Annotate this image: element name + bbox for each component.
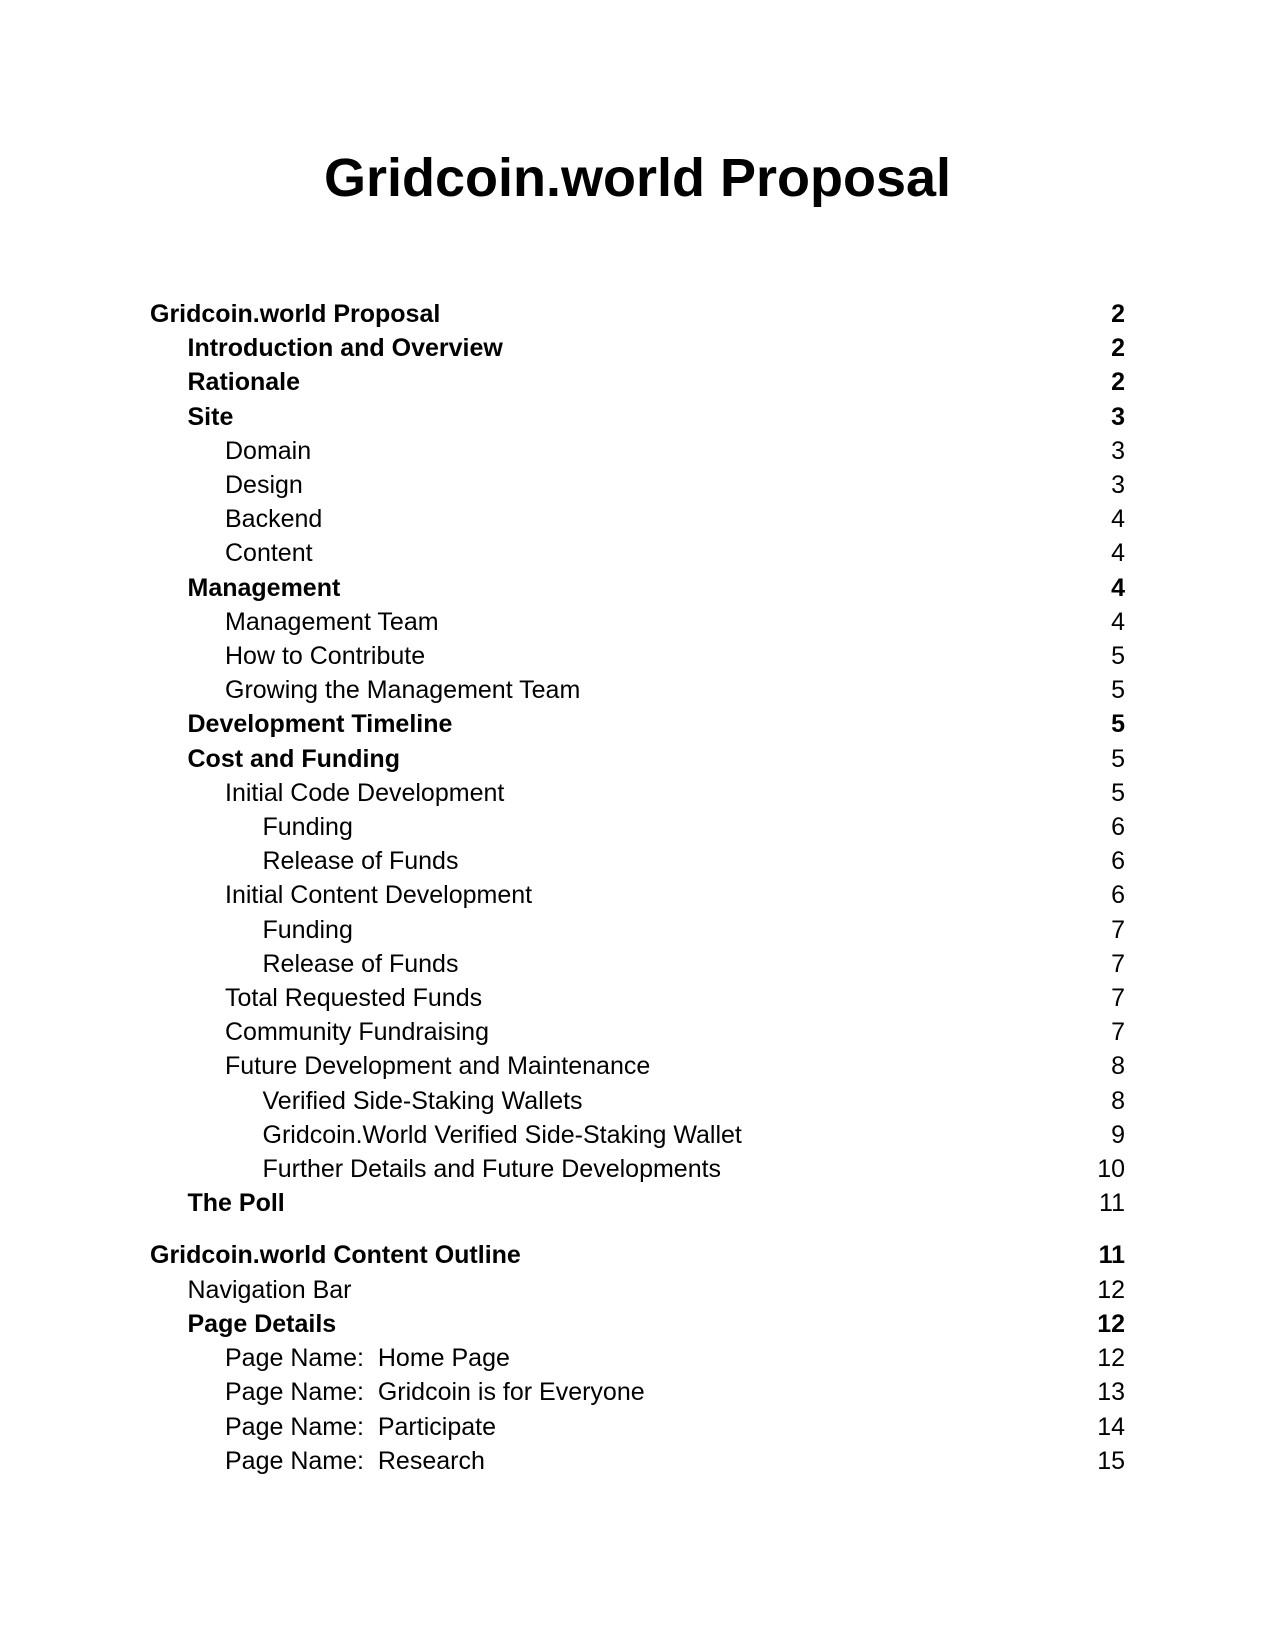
toc-entry-page-number: 2 — [1111, 334, 1125, 363]
toc-entry-page-number: 12 — [1097, 1309, 1125, 1338]
toc-entry-page-number: 8 — [1111, 1052, 1125, 1081]
toc-entry-label: Future Development and Maintenance — [225, 1052, 651, 1081]
toc-entry-page-number: 11 — [1099, 1189, 1125, 1218]
toc-entry-label: Content — [225, 539, 313, 568]
toc-entry-label: Gridcoin.world Content Outline — [150, 1241, 521, 1270]
toc-entry-label: Page Details — [187, 1309, 337, 1338]
toc-entry-page-number: 7 — [1111, 984, 1125, 1013]
toc-entry[interactable] — [150, 1444, 1125, 1478]
toc-entry[interactable] — [150, 913, 1125, 947]
toc-entry[interactable] — [150, 878, 1125, 912]
toc-entry-label: Community Fundraising — [225, 1018, 489, 1047]
toc-entry-label: Site — [187, 402, 234, 431]
toc-entry-label: Development Timeline — [187, 710, 453, 739]
toc-entry[interactable] — [150, 605, 1125, 639]
toc-entry-page-number: 13 — [1097, 1378, 1125, 1407]
toc-entry[interactable] — [150, 673, 1125, 707]
toc-entry-page-number: 4 — [1111, 539, 1125, 568]
toc-entry-page-number: 7 — [1111, 915, 1125, 944]
toc-entry[interactable] — [150, 1084, 1125, 1118]
toc-entry-label: Funding — [262, 813, 353, 842]
toc-entry-page-number: 6 — [1111, 881, 1125, 910]
toc-entry[interactable] — [150, 1307, 1125, 1341]
toc-entry[interactable] — [150, 434, 1125, 468]
toc-entry[interactable] — [150, 1273, 1125, 1307]
toc-entry[interactable] — [150, 947, 1125, 981]
toc-entry-page-number: 5 — [1111, 676, 1125, 705]
toc-entry[interactable] — [150, 1186, 1125, 1220]
toc-entry-label: Page Name: Research — [225, 1446, 485, 1475]
toc-entry[interactable] — [150, 1118, 1125, 1152]
toc-entry-label: Rationale — [187, 368, 301, 397]
toc-entry[interactable] — [150, 502, 1125, 536]
toc-entry-label: Growing the Management Team — [225, 676, 581, 705]
table-of-contents — [0, 297, 1275, 1478]
toc-entry[interactable] — [150, 1341, 1125, 1375]
toc-entry-page-number: 7 — [1111, 949, 1125, 978]
toc-entry-page-number: 7 — [1111, 1018, 1125, 1047]
toc-entry[interactable] — [150, 1375, 1125, 1409]
document-title: Gridcoin.world Proposal — [323, 148, 952, 208]
toc-entry-label: Initial Code Development — [225, 778, 505, 807]
toc-entry-page-number: 5 — [1111, 642, 1125, 671]
toc-entry-label: Design — [225, 471, 303, 500]
toc-entry[interactable] — [150, 1049, 1125, 1083]
toc-entry-page-number: 6 — [1111, 847, 1125, 876]
toc-entry-label: Cost and Funding — [187, 744, 400, 773]
toc-entry-page-number: 6 — [1111, 813, 1125, 842]
toc-entry-page-number: 12 — [1097, 1344, 1125, 1373]
toc-entry[interactable] — [150, 1015, 1125, 1049]
toc-entry-label: Backend — [225, 505, 323, 534]
toc-entry-page-number: 12 — [1097, 1275, 1125, 1304]
toc-entry[interactable] — [150, 742, 1125, 776]
toc-entry-label: Management Team — [225, 607, 439, 636]
toc-entry[interactable] — [150, 297, 1125, 331]
toc-entry[interactable] — [150, 810, 1125, 844]
toc-entry-label: Introduction and Overview — [187, 334, 503, 363]
toc-entry-label: Initial Content Development — [225, 881, 533, 910]
toc-entry-label: Verified Side-Staking Wallets — [262, 1086, 583, 1115]
toc-entry[interactable] — [150, 571, 1125, 605]
toc-entry[interactable] — [150, 468, 1125, 502]
toc-entry-page-number: 4 — [1111, 573, 1125, 602]
toc-entry[interactable] — [150, 536, 1125, 570]
toc-entry-page-number: 9 — [1111, 1120, 1125, 1149]
toc-entry-page-number: 3 — [1111, 471, 1125, 500]
toc-entry-label: Gridcoin.World Verified Side-Staking Wallet — [262, 1120, 742, 1149]
toc-entry-label: Release of Funds — [262, 949, 459, 978]
toc-entry-page-number: 11 — [1098, 1241, 1125, 1270]
toc-entry[interactable] — [150, 844, 1125, 878]
toc-entry-label: Navigation Bar — [187, 1275, 352, 1304]
toc-entry[interactable] — [150, 776, 1125, 810]
toc-entry[interactable] — [150, 981, 1125, 1015]
toc-entry-label: Page Name: Gridcoin is for Everyone — [225, 1378, 645, 1407]
toc-entry-label: Management — [187, 573, 341, 602]
toc-entry-page-number: 15 — [1097, 1446, 1125, 1475]
toc-entry-label: The Poll — [187, 1189, 285, 1218]
toc-entry[interactable] — [150, 707, 1125, 741]
toc-entry-page-number: 3 — [1111, 402, 1125, 431]
toc-entry[interactable] — [150, 400, 1125, 434]
toc-entry-label: Gridcoin.world Proposal — [150, 300, 441, 328]
toc-entry-page-number: 5 — [1111, 744, 1125, 773]
toc-entry[interactable] — [150, 365, 1125, 399]
toc-entry-page-number: 5 — [1111, 778, 1125, 807]
toc-entry-page-number: 2 — [1111, 368, 1125, 397]
toc-entry-page-number: 10 — [1097, 1155, 1125, 1184]
toc-entry-label: Page Name: Participate — [225, 1412, 496, 1441]
toc-entry-label: Domain — [225, 436, 312, 465]
toc-entry-label: How to Contribute — [225, 642, 426, 671]
toc-entry[interactable] — [150, 331, 1125, 365]
toc-entry[interactable] — [150, 1238, 1125, 1272]
toc-entry[interactable] — [150, 1410, 1125, 1444]
toc-entry[interactable] — [150, 639, 1125, 673]
toc-entry-page-number: 3 — [1111, 436, 1125, 465]
toc-entry-page-number: 4 — [1111, 607, 1125, 636]
toc-entry-label: Further Details and Future Developments — [262, 1155, 722, 1184]
toc-entry-page-number: 14 — [1097, 1412, 1125, 1441]
toc-entry-page-number: 2 — [1111, 300, 1125, 328]
toc-entry[interactable] — [150, 1152, 1125, 1186]
toc-entry-label: Funding — [262, 915, 353, 944]
toc-entry-page-number: 5 — [1111, 710, 1125, 739]
toc-entry-label: Total Requested Funds — [225, 984, 483, 1013]
toc-entry-label: Page Name: Home Page — [225, 1344, 510, 1373]
toc-entry-page-number: 8 — [1111, 1086, 1125, 1115]
toc-entry-page-number: 4 — [1111, 505, 1125, 534]
toc-entry-label: Release of Funds — [262, 847, 459, 876]
